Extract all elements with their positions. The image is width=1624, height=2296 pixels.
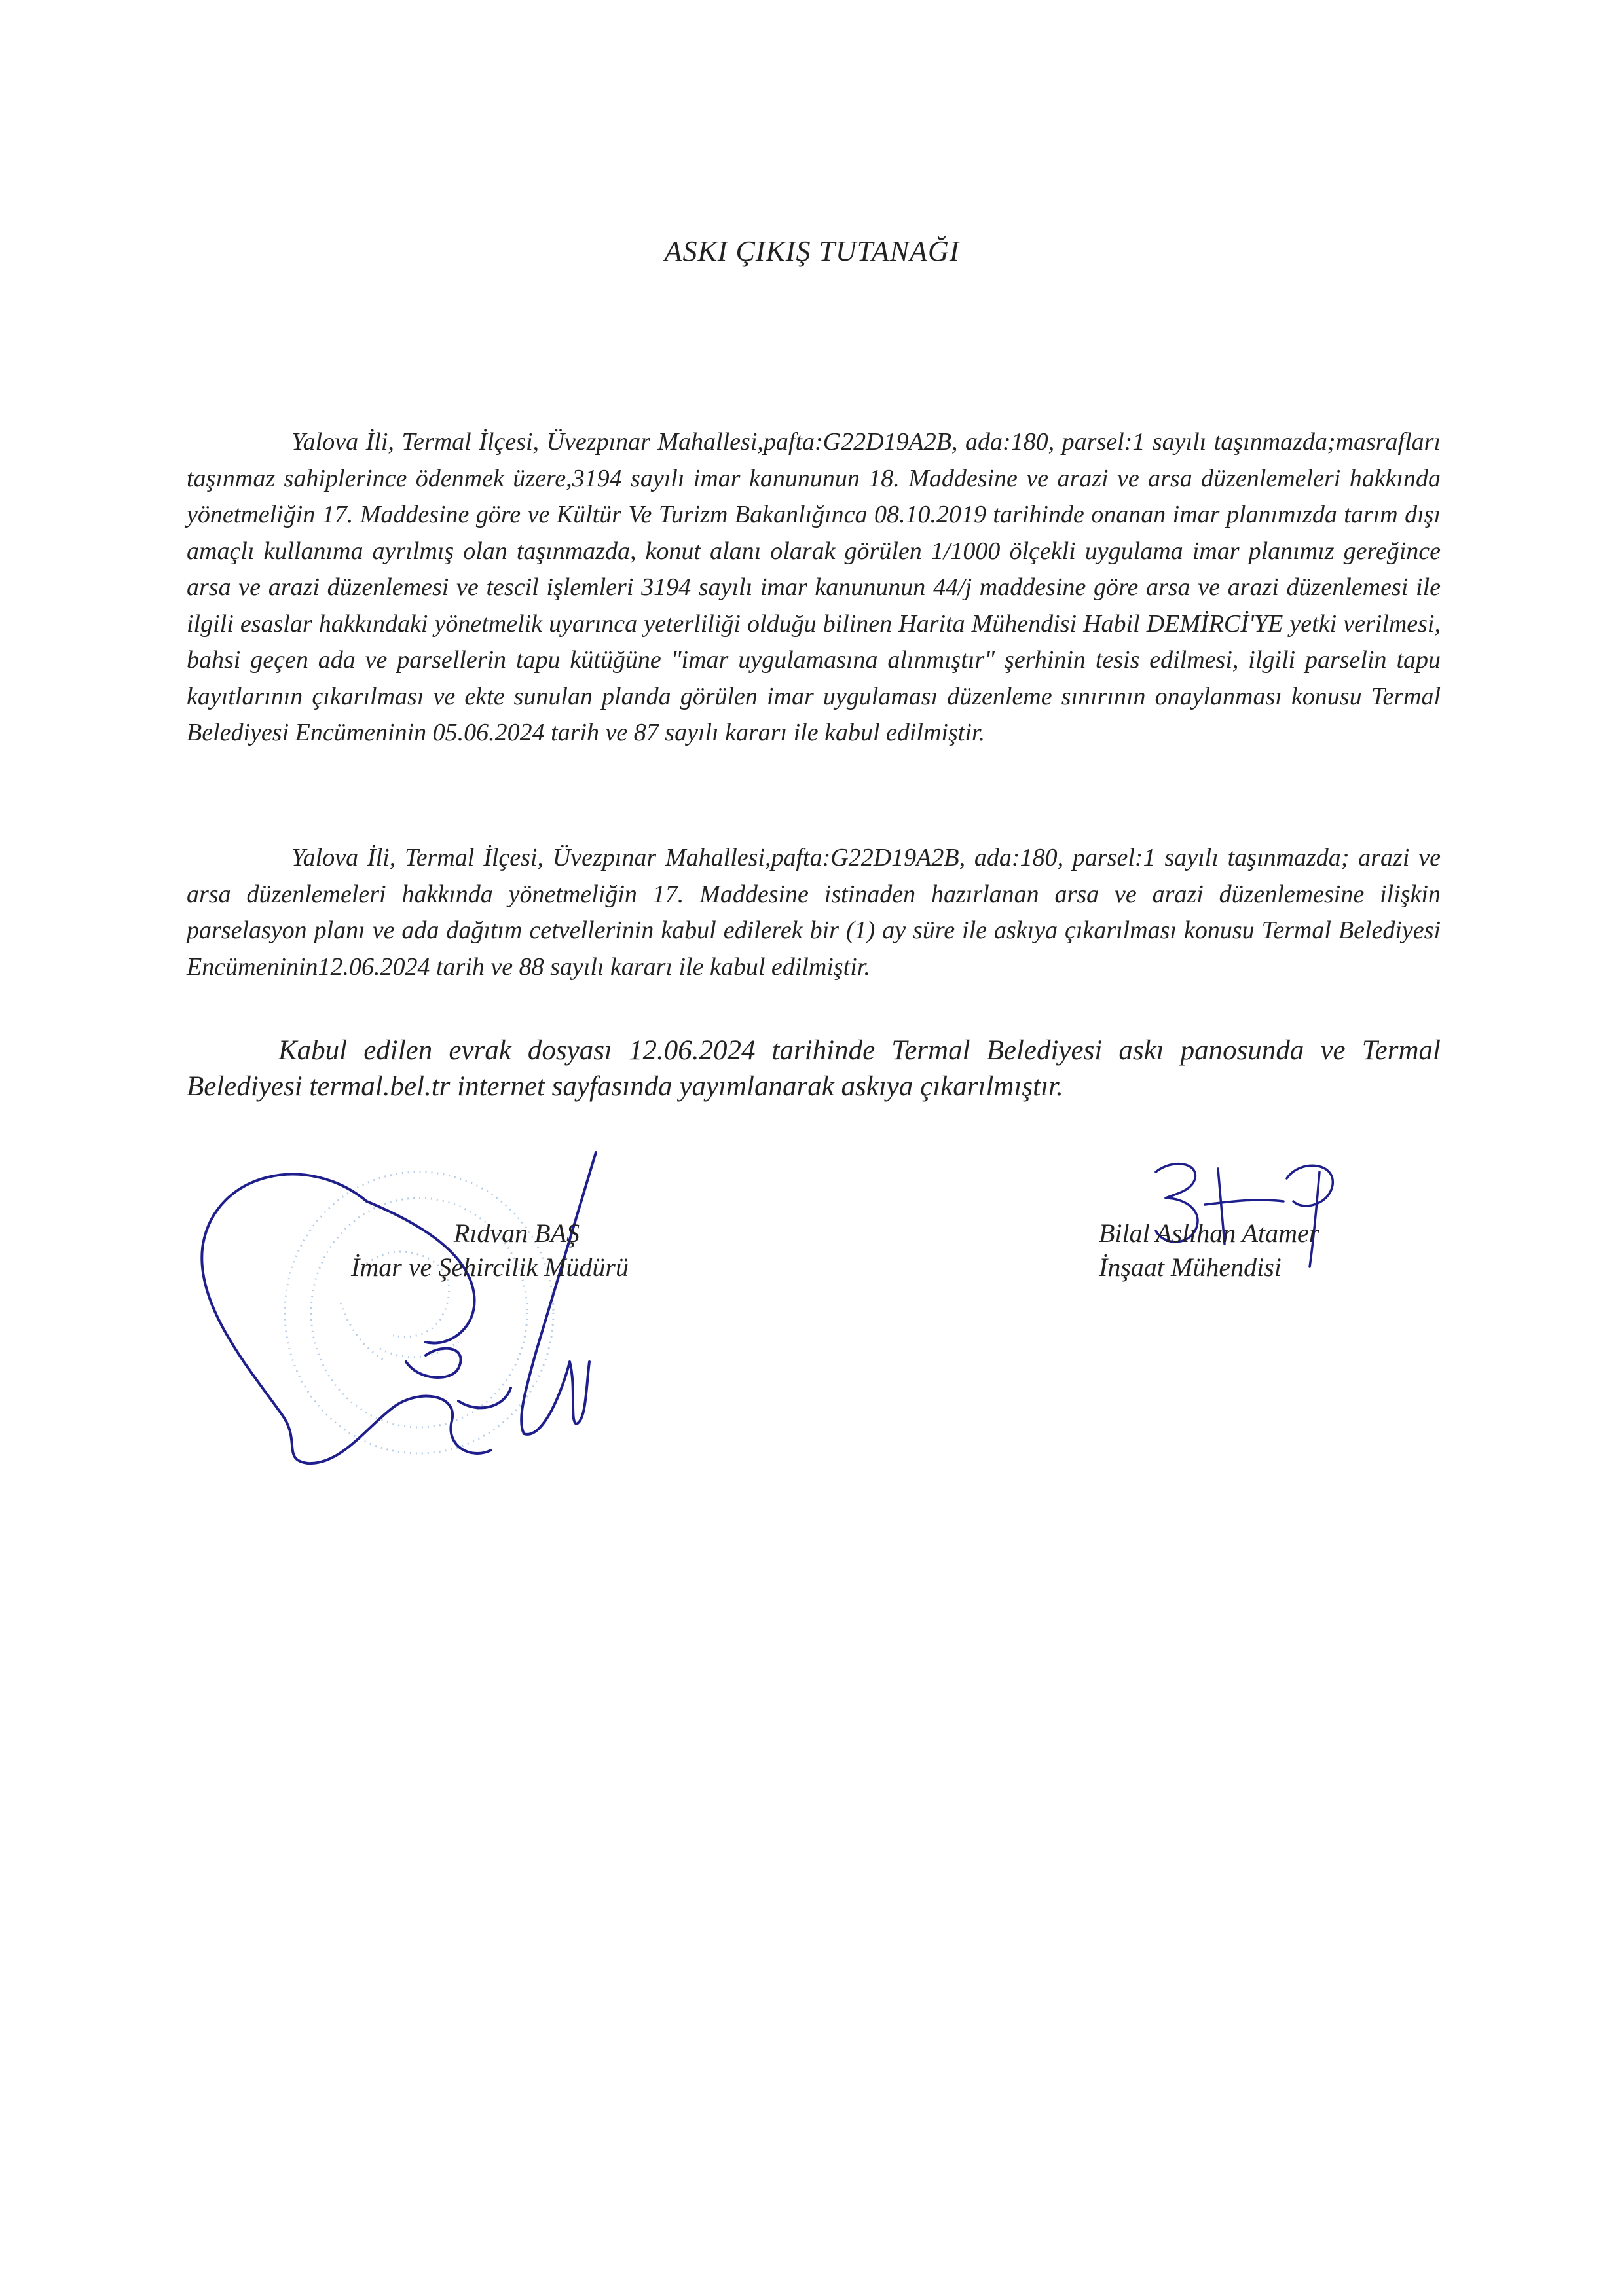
- document-title: ASKI ÇIKIŞ TUTANAĞI: [664, 235, 960, 267]
- paragraph-1: Yalova İli, Termal İlçesi, Üvezpınar Mahallesi,pafta:G22D19A2B, ada:180, parsel:1 sayılı taşınmazda;masrafları taşınmaz sahiplerince ödenmek üzere,3194 sayılı imar kanununun 18. Maddesine ve arazi ve arsa düzenlemeleri hakkında yönetmeliğin 17. Maddesine göre ve Kültür Ve Turizm Bakanlığınca 08.10.2019 tarihinde onanan imar planımızda tarım dışı amaçlı kullanıma ayrılmış olan taşınmazda, konut alanı olarak görülen 1/1000 ölçekli uygulama imar planımız gereğince arsa ve arazi düzenlemesi ve tescil işlemleri 3194 sayılı imar kanununun 44/j maddesine göre arsa ve arazi düzenlemesi ile ilgili esaslar hakkındaki yönetmelik uyarınca yeterliliği olduğu bilinen Harita Mühendisi Habil DEMİRCİ'YE yetki verilmesi, bahsi geçen ada ve parsellerin tapu kütüğüne "imar uygulamasına alınmıştır" şerhinin tesis edilmesi, ilgili parselin tapu kayıtlarının çıkarılması ve ekte sunulan planda görülen imar uygulaması düzenleme sınırının onaylanması konusu Termal Belediyesi Encümeninin 05.06.2024 tarih ve 87 sayılı kararı ile kabul edilmiştir.: [187, 428, 1441, 746]
- signatory-role-left: İmar ve Şehircilik Müdürü: [351, 1252, 629, 1282]
- paragraph-2: Yalova İli, Termal İlçesi, Üvezpınar Mahallesi,pafta:G22D19A2B, ada:180, parsel:1 sayılı taşınmazda; arazi ve arsa düzenlemeleri hakkında yönetmeliğin 17. Maddesine istinaden hazırlanan arsa ve arazi düzenlemesine ilişkin parselasyon planı ve ada dağıtım cetvellerinin kabul edilerek bir (1) ay süre ile askıya çıkarılması konusu Termal Belediyesi Encümeninin12.06.2024 tarih ve 88 sayılı kararı ile kabul edilmiştir.: [187, 844, 1441, 981]
- signature-block-left: [275, 1216, 629, 1285]
- paragraph-3: Kabul edilen evrak dosyası 12.06.2024 tarihinde Termal Belediyesi askı panosunda ve Termal Belediyesi termal.bel.tr internet sayfasında yayımlanarak askıya çıkarılmıştır.: [187, 1035, 1441, 1102]
- signatory-name-left: Rıdvan BAŞ: [453, 1218, 580, 1248]
- signature-block-right: [1099, 1216, 1319, 1285]
- signatory-name-right: Bilal Aslıhan Atamer: [1099, 1218, 1320, 1248]
- signatory-role-right: İnşaat Mühendisi: [1099, 1252, 1282, 1282]
